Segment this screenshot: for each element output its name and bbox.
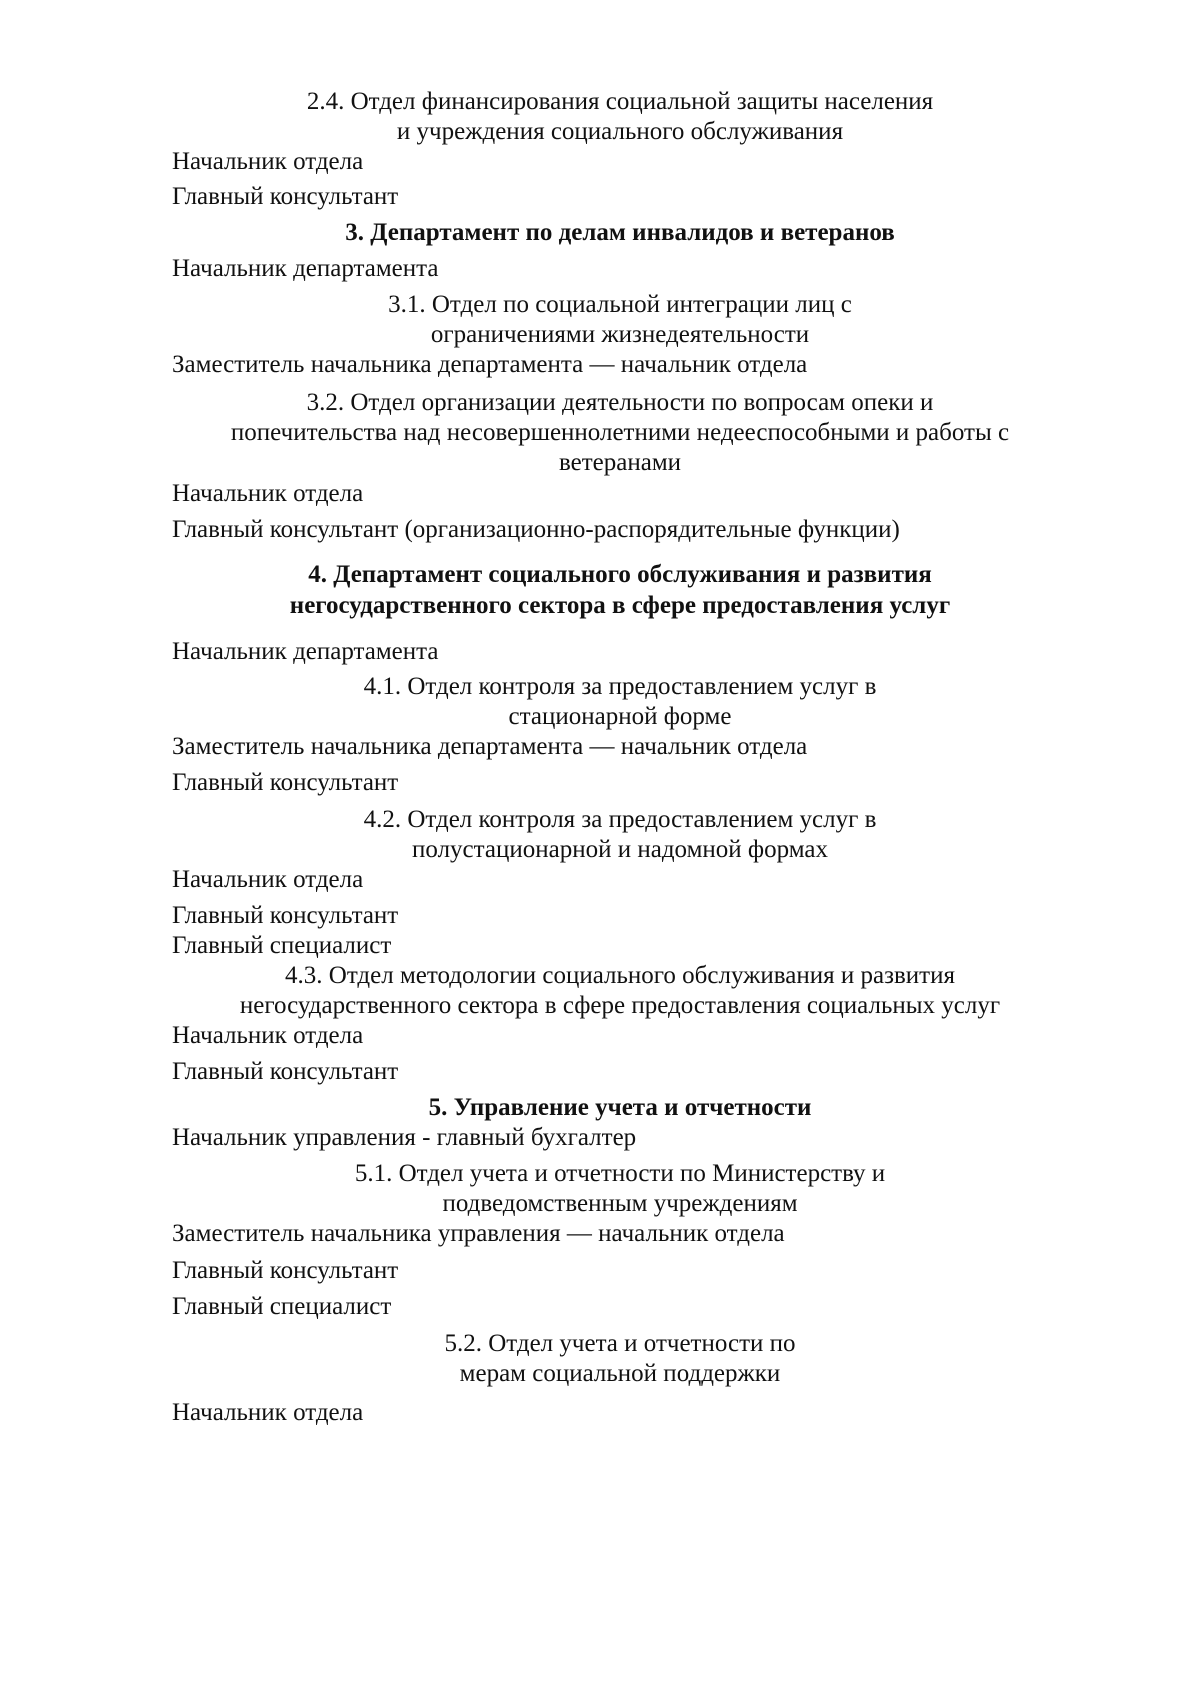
- department-heading-3: 3. Департамент по делам инвалидов и ветеранов: [345, 219, 895, 246]
- position-label: Начальник отдела: [172, 1022, 364, 1049]
- section-heading-4-3-line-2: негосударственного сектора в сфере предоставления социальных услуг: [239, 992, 1001, 1019]
- position-label: Начальник отдела: [172, 866, 364, 893]
- section-heading-3-1-line-2: ограничениями жизнедеятельности: [430, 321, 810, 348]
- section-heading-4-2-line-1: 4.2. Отдел контроля за предоставлением услуг в: [363, 806, 877, 833]
- department-heading-5: 5. Управление учета и отчетности: [428, 1094, 812, 1121]
- section-heading-3-2-line-2: попечительства над несовершеннолетними недееспособными и работы с: [230, 419, 1010, 446]
- position-label: Заместитель начальника департамента — начальник отдела: [172, 733, 808, 760]
- position-label: Главный консультант: [172, 902, 399, 929]
- position-label: Начальник отдела: [172, 148, 364, 175]
- position-label: Главный специалист: [172, 932, 392, 959]
- section-heading-2-4-line-2: и учреждения социального обслуживания: [396, 118, 844, 145]
- position-label: Начальник отдела: [172, 480, 364, 507]
- section-heading-3-2-line-1: 3.2. Отдел организации деятельности по вопросам опеки и: [306, 389, 934, 416]
- position-label: Заместитель начальника департамента — начальник отдела: [172, 351, 808, 378]
- department-heading-4-line-1: 4. Департамент социального обслуживания и развития: [308, 561, 932, 588]
- section-heading-3-1-line-1: 3.1. Отдел по социальной интеграции лиц с: [388, 291, 852, 318]
- position-label: Заместитель начальника управления — начальник отдела: [172, 1220, 785, 1247]
- position-label: Главный консультант: [172, 1257, 399, 1284]
- section-heading-4-1-line-2: стационарной форме: [508, 703, 732, 730]
- position-label: Главный консультант: [172, 183, 399, 210]
- section-heading-5-1-line-2: подведомственным учреждениям: [442, 1190, 798, 1217]
- section-heading-4-2-line-2: полустационарной и надомной формах: [412, 836, 828, 863]
- section-heading-2-4-line-1: 2.4. Отдел финансирования социальной защиты населения: [306, 88, 934, 115]
- section-heading-4-3-line-1: 4.3. Отдел методологии социального обслуживания и развития: [285, 962, 955, 989]
- position-label: Начальник департамента: [172, 638, 439, 665]
- section-heading-5-2-line-2: мерам социальной поддержки: [459, 1360, 781, 1387]
- position-label: Главный специалист: [172, 1293, 392, 1320]
- position-label: Начальник департамента: [172, 255, 439, 282]
- section-heading-3-2-line-3: ветеранами: [558, 449, 682, 476]
- position-label: Главный консультант (организационно-распорядительные функции): [172, 516, 900, 543]
- position-label: Главный консультант: [172, 769, 399, 796]
- department-heading-4-line-2: негосударственного сектора в сфере предоставления услуг: [289, 592, 951, 619]
- position-label: Начальник управления - главный бухгалтер: [172, 1124, 637, 1151]
- position-label: Главный консультант: [172, 1058, 399, 1085]
- position-label: Начальник отдела: [172, 1399, 364, 1426]
- section-heading-4-1-line-1: 4.1. Отдел контроля за предоставлением услуг в: [363, 673, 877, 700]
- section-heading-5-1-line-1: 5.1. Отдел учета и отчетности по Министерству и: [354, 1160, 886, 1187]
- section-heading-5-2-line-1: 5.2. Отдел учета и отчетности по: [444, 1330, 796, 1357]
